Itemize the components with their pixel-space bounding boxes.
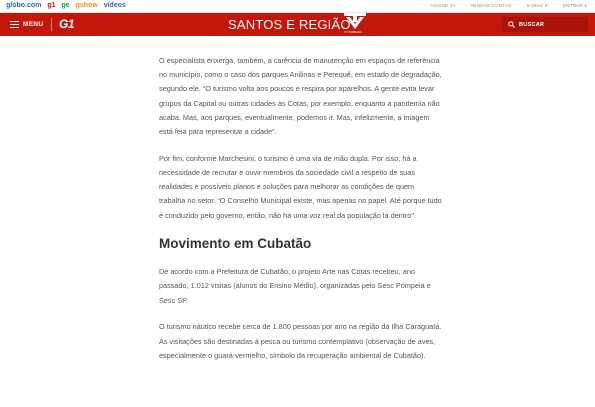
header-divider bbox=[51, 18, 52, 31]
link-gshow[interactable]: gshow bbox=[75, 2, 98, 9]
menu-label: MENU bbox=[23, 21, 44, 28]
search-label: BUSCAR bbox=[519, 21, 545, 28]
search-button[interactable] bbox=[502, 17, 588, 32]
link-globo[interactable]: globo.com bbox=[6, 2, 42, 9]
site-header bbox=[0, 13, 595, 36]
paragraph: O turismo náutico recebe cerca de 1.800 pessoas por ano na região da Ilha Caraguatá. As visitações são destinadas à pesca ou turismo contemplativo (observação de aves, especialmente o guará-vermelho, símbolo da recuperação ambiental de Cubatão). bbox=[159, 322, 442, 360]
article-body bbox=[159, 54, 442, 375]
subscribe-link[interactable]: ASSINE JÁ bbox=[430, 3, 456, 8]
paragraph: O especialista enxerga, também, a carência de manutenção em espaços de referência no município, como o caso dos parques Anilinas e Perequê, em estado de degradação, segundo ele. “O turismo volta aos poucos e respira por aparelhos. A gente evita levar grupos da Capital ou outras cidades às Cotas, por exemplo, enquanto a pandemia não acaba. Mas, aos parques, eventualmente, podemos ir. Mas, infelizmente, a imagem está feia para representar a cidade”. bbox=[159, 56, 442, 137]
g1-logo[interactable]: G1 bbox=[59, 17, 75, 31]
globo-top-bar bbox=[0, 0, 595, 13]
paragraph: Por fim, conforme Marchesini, o turismo é uma via de mão dupla. Por isso, há a necessidade de recrutar e ouvir membros da sociedade civil a respeito de suas realidades e possíveis planos e soluções para melhorar as condições de quem trabalha no setor. “O Conselho Municipal existe, mas apenas no papel. Até porque tudo é conduzido pelo governo, então, não há uma voz real da população lá dentro”. bbox=[159, 153, 442, 220]
hamburger-icon bbox=[10, 21, 19, 28]
paragraph: De acordo com a Prefeitura de Cubatão, o projeto Arte nas Cotas recebeu, ano passado, 1.012 visitas (alunos do Ensino Médio), organizadas pelo Sesc Pompeia e Sesc SP. bbox=[159, 267, 431, 305]
menu-button[interactable] bbox=[10, 19, 43, 30]
login-link[interactable]: ENTRAR ▾ bbox=[562, 3, 587, 8]
email-link[interactable]: E-MAIL ▾ bbox=[527, 3, 548, 8]
link-ge[interactable]: ge bbox=[61, 2, 70, 9]
section-title[interactable]: SANTOS E REGIÃO bbox=[228, 17, 351, 32]
article-subheading: Movimento em Cubatão bbox=[159, 236, 312, 252]
search-icon bbox=[508, 21, 515, 28]
my-accounts-link[interactable]: MINHAS CONTAS bbox=[471, 3, 512, 8]
tv-logo-caption: TV TRIBUNA bbox=[344, 30, 362, 34]
link-videos[interactable]: vídeos bbox=[103, 2, 126, 9]
link-g1[interactable]: g1 bbox=[47, 2, 56, 9]
account-links bbox=[416, 3, 587, 9]
portal-links bbox=[6, 1, 130, 11]
